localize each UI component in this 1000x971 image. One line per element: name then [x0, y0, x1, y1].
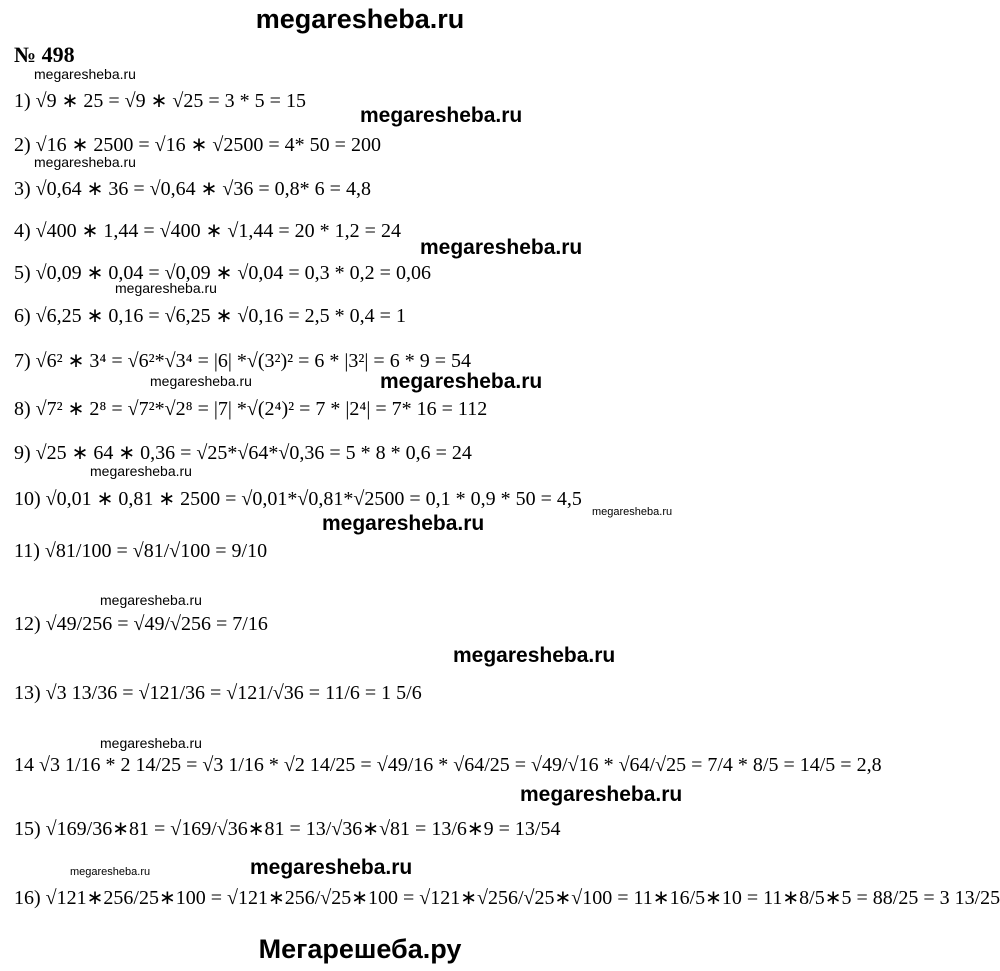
solution-line-3: 3) √0,64 ∗ 36 = √0,64 ∗ √36 = 0,8* 6 = 4,8 [14, 178, 371, 200]
watermark: megaresheba.ru [322, 512, 485, 535]
solution-line-15: 15) √169/36∗81 = √169/√36∗81 = 13/√36∗√81 = 13/6∗9 = 13/54 [14, 818, 561, 840]
solution-line-8: 8) √7² ∗ 2⁸ = √7²*√2⁸ = |7| *√(2⁴)² = 7 * |2⁴| = 7* 16 = 112 [14, 398, 488, 420]
watermark: megaresheba.ru [70, 866, 151, 878]
solution-line-5: 5) √0,09 ∗ 0,04 = √0,09 ∗ √0,04 = 0,3 * 0,2 = 0,06 [14, 262, 431, 284]
watermark: megaresheba.ru [420, 236, 583, 259]
watermark: megaresheba.ru [380, 370, 543, 393]
solution-line-2: 2) √16 ∗ 2500 = √16 ∗ √2500 = 4* 50 = 200 [14, 134, 381, 156]
watermark: megaresheba.ru [90, 463, 192, 479]
solution-line-7: 7) √6² ∗ 3⁴ = √6²*√3⁴ = |6| *√(3²)² = 6 * |3²| = 6 * 9 = 54 [14, 350, 471, 372]
solution-line-13: 13) √3 13/36 = √121/36 = √121/√36 = 11/6 = 1 5/6 [14, 682, 422, 704]
solution-line-6: 6) √6,25 ∗ 0,16 = √6,25 ∗ √0,16 = 2,5 * 0,4 = 1 [14, 305, 406, 327]
solution-line-4: 4) √400 ∗ 1,44 = √400 ∗ √1,44 = 20 * 1,2 = 24 [14, 220, 401, 242]
watermark: megaresheba.ru [150, 373, 252, 389]
watermark: megaresheba.ru [453, 644, 616, 667]
solution-line-16: 16) √121∗256/25∗100 = √121∗256/√25∗100 = √121∗√256/√25∗√100 = 11∗16/5∗10 = 11∗8/5∗5 = 88/25 = 3 13/25 [14, 887, 1000, 909]
watermark: megaresheba.ru [115, 280, 217, 296]
watermark: megaresheba.ru [100, 592, 202, 608]
footer-site-title: Мегарешеба.ру [258, 934, 462, 964]
watermark: megaresheba.ru [520, 783, 683, 806]
watermark: megaresheba.ru [360, 104, 523, 127]
solution-line-10: 10) √0,01 ∗ 0,81 ∗ 2500 = √0,01*√0,81*√2500 = 0,1 * 0,9 * 50 = 4,5 [14, 488, 582, 510]
watermark: megaresheba.ru [250, 856, 413, 879]
watermark: megaresheba.ru [34, 66, 136, 82]
solution-line-12: 12) √49/256 = √49/√256 = 7/16 [14, 613, 268, 635]
watermark: megaresheba.ru [100, 735, 202, 751]
watermark: megaresheba.ru [592, 506, 673, 518]
site-title: megaresheba.ru [255, 4, 465, 34]
solution-line-11: 11) √81/100 = √81/√100 = 9/10 [14, 540, 268, 562]
solution-line-9: 9) √25 ∗ 64 ∗ 0,36 = √25*√64*√0,36 = 5 * 8 * 0,6 = 24 [14, 442, 472, 464]
watermark: megaresheba.ru [34, 154, 136, 170]
solution-line-1: 1) √9 ∗ 25 = √9 ∗ √25 = 3 * 5 = 15 [14, 90, 306, 112]
solution-line-14: 14 √3 1/16 * 2 14/25 = √3 1/16 * √2 14/25 = √49/16 * √64/25 = √49/√16 * √64/√25 = 7/4 * 8/5 = 14/5 = 2,8 [14, 754, 882, 776]
task-number: № 498 [14, 42, 75, 67]
